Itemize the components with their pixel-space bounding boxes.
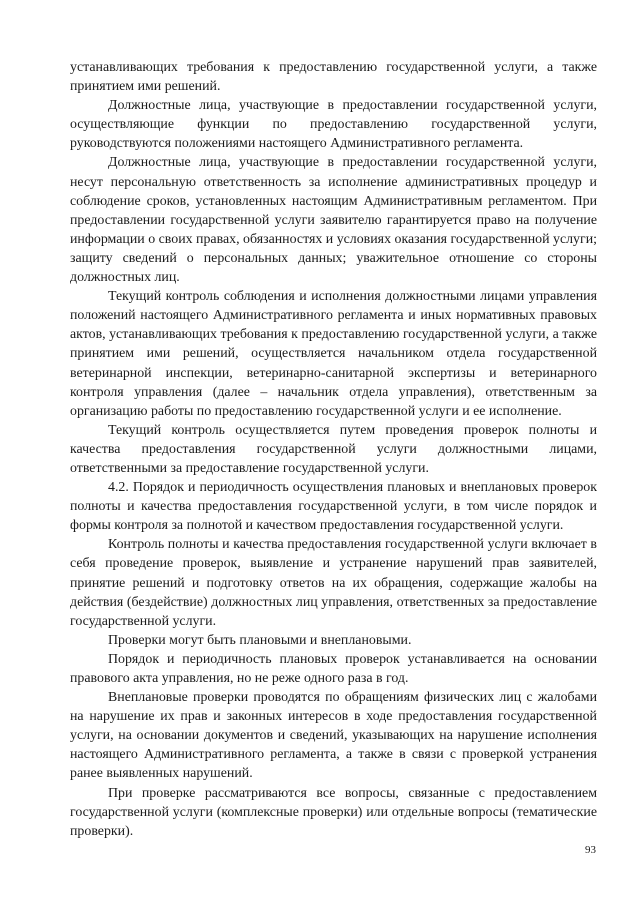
- paragraph-officials-guidance: Должностные лица, участвующие в предоставлении государственной услуги, осуществляющие функции по предоставлению государственной услуги, руководствуются положениями настоящего Административного регламента.: [70, 98, 597, 152]
- document-page: [70, 58, 597, 841]
- section-heading-4-2: 4.2. Порядок и периодичность осуществления плановых и внеплановых проверок полноты и качества предоставления государственной услуги, в том числе порядок и формы контроля за полнотой и качеством предоставления государственной услуги.: [70, 480, 597, 534]
- paragraph-quality-control: Контроль полноты и качества предоставления государственной услуги включает в себя проведение проверок, выявление и устранение нарушений прав заявителей, принятие решений и подготовку ответов на их обращения, содержащие жалобы на действия (бездействие) должностных лиц управления, ответственных за предоставление государственной услуги.: [70, 537, 597, 629]
- paragraph-inspection-scope: При проверке рассматриваются все вопросы, связанные с предоставлением государственной услуги (комплексные проверки) или отдельные вопросы (тематические проверки).: [70, 785, 597, 839]
- paragraph-current-control-method: Текущий контроль осуществляется путем проведения проверок полноты и качества предоставления государственной услуги должностными лицами, ответственными за предоставление государственной услуги.: [70, 422, 597, 476]
- paragraph-officials-responsibility: Должностные лица, участвующие в предоставлении государственной услуги, несут персональную ответственность за исполнение административных процедур и соблюдение сроков, установленных настоящим Административным регламентом. При предоставлении государственной услуги заявителю гарантируется право на получение информации о своих правах, обязанностях и условиях оказания государственной услуги; защиту сведений о персональных данных; уважительное отношение со стороны должностных лиц.: [70, 155, 597, 286]
- page-number: 93: [585, 844, 596, 856]
- paragraph-inspection-types: Проверки могут быть плановыми и внеплановыми.: [108, 632, 412, 648]
- paragraph-unplanned-inspections: Внеплановые проверки проводятся по обращениям физических лиц с жалобами на нарушение их прав и законных интересов в ходе предоставления государственной услуги, на основании документов и сведений, указывающих на нарушение исполнения настоящего Административного регламента, а также в связи с проверкой устранения ранее выявленных нарушений.: [70, 690, 597, 782]
- paragraph-planned-inspections: Порядок и периодичность плановых проверок устанавливается на основании правового акта управления, но не реже одного раза в год.: [70, 651, 597, 686]
- paragraph-continuation: устанавливающих требования к предоставлению государственной услуги, а также принятием ими решений.: [70, 60, 597, 95]
- paragraph-current-control: Текущий контроль соблюдения и исполнения должностными лицами управления положений настоящего Административного регламента и иных нормативных правовых актов, устанавливающих требования к предоставлению государственной услуги, а также принятием ими решений, осуществляется начальником отдела государственной ветеринарной инспекции, ветеринарно-санитарной экспертизы и ветеринарного контроля управления (далее – начальник отдела управления), ответственным за организацию работы по предоставлению государственной услуги и ее исполнение.: [70, 289, 597, 419]
